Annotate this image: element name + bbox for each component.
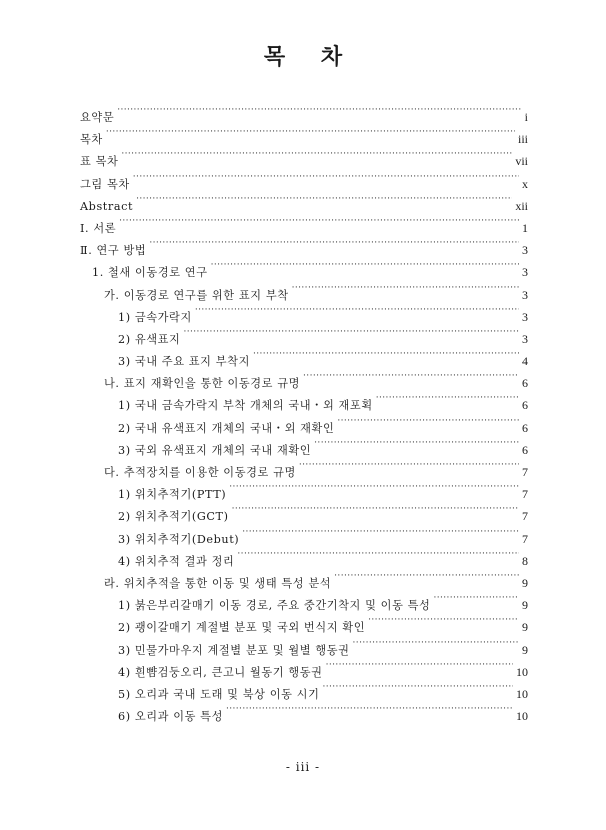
toc-entry-page-number: 6 — [522, 420, 528, 435]
dot-leader — [121, 143, 512, 165]
toc-entry[interactable] — [80, 99, 528, 124]
page-number-footer: - iii - — [285, 760, 321, 774]
toc-entry-label: 1) 금속가락지 — [118, 310, 192, 324]
toc-entry-page-number: 6 — [522, 376, 528, 391]
toc-entry-label: 표 목차 — [80, 155, 119, 169]
toc-entry-page-number: 3 — [522, 309, 528, 324]
toc-entry-page-number: 9 — [522, 642, 528, 657]
toc-entry-page-number: 1 — [522, 220, 528, 235]
toc-entry[interactable] — [80, 188, 528, 213]
dot-leader — [133, 166, 519, 188]
dot-leader — [433, 587, 519, 609]
dot-leader — [242, 521, 519, 543]
toc-entry-label: Ⅰ. 서론 — [80, 221, 117, 235]
dot-leader — [253, 343, 519, 365]
dot-leader — [353, 632, 519, 654]
toc-entry-label: 3) 국외 유색표지 개체의 국내 재확인 — [118, 443, 312, 457]
toc-entry-page-number: 9 — [522, 575, 528, 590]
toc-entry-label: 요약문 — [80, 111, 115, 124]
toc-entry-page-number: 7 — [522, 465, 528, 479]
dot-leader — [337, 410, 519, 432]
toc-entry-page-number: 10 — [516, 686, 528, 701]
toc-entry-label: 그림 목차 — [80, 177, 130, 191]
toc-entry-page-number: 3 — [522, 287, 528, 302]
toc-entry-page-number: 8 — [522, 553, 528, 568]
dot-leader — [211, 254, 519, 276]
toc-entry-label: 4) 위치추적 결과 정리 — [118, 554, 235, 568]
toc-entry-page-number: 9 — [522, 598, 528, 613]
toc-entry-page-number: i — [524, 110, 528, 124]
toc-entry-page-number: 3 — [522, 331, 528, 346]
toc-entry-label: 4) 흰뺨검둥오리, 큰고니 월동기 행동권 — [118, 665, 323, 679]
toc-entry-label: 2) 위치추적기(GCT) — [118, 510, 229, 524]
toc-entry[interactable] — [80, 121, 528, 147]
dot-leader — [303, 365, 519, 387]
dot-leader — [226, 698, 513, 720]
dot-leader — [322, 676, 513, 698]
toc-entry-label: 가. 이동경로 연구를 위한 표지 부착 — [104, 288, 289, 302]
table-of-contents — [80, 99, 528, 724]
toc-entry-page-number: vii — [515, 154, 528, 169]
dot-leader — [334, 565, 519, 587]
toc-entry-page-number: 6 — [522, 398, 528, 413]
toc-entry[interactable] — [80, 232, 528, 258]
toc-entry[interactable] — [80, 143, 528, 169]
toc-entry-label: 6) 오리과 이동 특성 — [118, 710, 224, 724]
toc-entry-label: 3) 민물가마우지 계절별 분포 및 월별 행동권 — [118, 643, 350, 657]
toc-entry-page-number: 3 — [522, 265, 528, 280]
toc-entry-label: Ⅱ. 연구 방법 — [80, 244, 147, 258]
dot-leader — [299, 454, 519, 476]
toc-entry-page-number: 4 — [522, 354, 528, 369]
toc-entry-label: 1. 철새 이동경로 연구 — [92, 266, 208, 280]
toc-entry-page-number: x — [522, 176, 528, 191]
dot-leader — [376, 387, 519, 409]
dot-leader — [136, 188, 512, 210]
dot-leader — [232, 498, 519, 520]
toc-entry-label: 1) 붉은부리갈매기 이동 경로, 주요 중간기착지 및 이동 특성 — [118, 599, 431, 613]
toc-entry-page-number: iii — [517, 132, 528, 147]
toc-entry-label: 5) 오리과 국내 도래 및 북상 이동 시기 — [118, 687, 320, 701]
toc-entry-label: 나. 표지 재확인을 통한 이동경로 규명 — [104, 377, 301, 391]
dot-leader — [326, 654, 513, 676]
dot-leader — [292, 277, 519, 299]
toc-entry-label: Abstract — [80, 199, 134, 213]
toc-entry-page-number: 7 — [522, 531, 528, 546]
dot-leader — [229, 476, 519, 498]
dot-leader — [368, 609, 519, 631]
toc-entry-page-number: 10 — [516, 709, 528, 724]
toc-entry-label: 1) 국내 금속가락지 부착 개체의 국내・외 재포획 — [118, 399, 373, 413]
toc-entry-label: 1) 위치추적기(PTT) — [118, 488, 227, 502]
dot-leader — [117, 99, 521, 121]
dot-leader — [195, 299, 519, 321]
dot-leader — [237, 543, 519, 565]
toc-entry-label: 2) 유색표지 — [118, 332, 181, 346]
toc-entry-page-number: xii — [515, 198, 528, 213]
toc-entry[interactable] — [80, 166, 528, 191]
toc-entry-page-number: 7 — [522, 509, 528, 524]
dot-leader — [314, 432, 519, 454]
toc-entry-label: 3) 국내 주요 표지 부착지 — [118, 355, 250, 369]
toc-entry-page-number: 3 — [522, 243, 528, 258]
toc-entry-label: 목차 — [80, 133, 103, 147]
toc-entry-label: 라. 위치추적을 통한 이동 및 생태 특성 분석 — [104, 576, 332, 590]
toc-entry-page-number: 6 — [522, 442, 528, 457]
dot-leader — [183, 321, 519, 343]
toc-entry-page-number: 9 — [522, 620, 528, 635]
toc-entry-page-number: 7 — [522, 487, 528, 502]
dot-leader — [119, 210, 519, 232]
toc-entry-label: 3) 위치추적기(Debut) — [118, 532, 240, 546]
toc-entry[interactable] — [80, 210, 528, 235]
page-title: 목 차 — [263, 44, 357, 70]
toc-entry-label: 다. 추적장치를 이용한 이동경로 규명 — [104, 466, 296, 479]
toc-entry-label: 2) 괭이갈매기 계절별 분포 및 국외 번식지 확인 — [118, 621, 366, 635]
dot-leader — [106, 121, 515, 143]
toc-entry-label: 2) 국내 유색표지 개체의 국내・외 재확인 — [118, 421, 335, 435]
toc-entry-page-number: 10 — [516, 664, 528, 679]
dot-leader — [149, 232, 519, 254]
